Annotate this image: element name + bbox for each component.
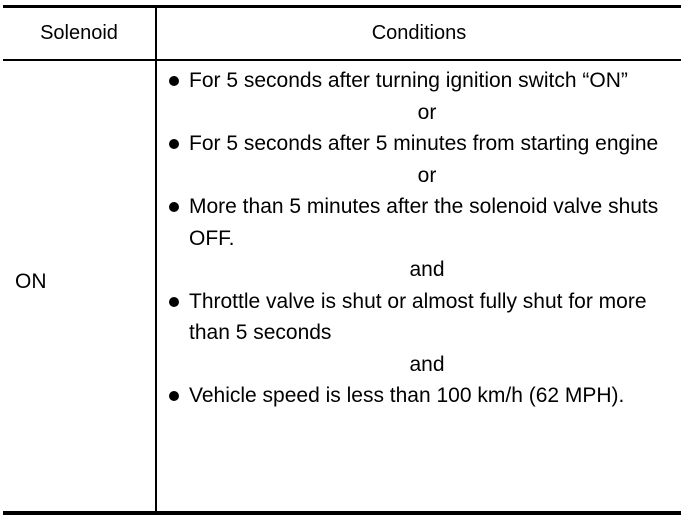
condition-joiner: and xyxy=(409,352,445,376)
header-conditions: Conditions xyxy=(371,22,467,44)
header-solenoid: Solenoid xyxy=(40,22,118,44)
condition-text: More than 5 minutes after the solenoid valve shuts OFF. xyxy=(189,195,659,250)
condition-text: Throttle valve is shut or almost fully shut for more than 5 seconds xyxy=(189,289,647,344)
table-bottom-rule xyxy=(3,511,681,515)
condition-item xyxy=(165,286,665,349)
condition-item xyxy=(165,191,665,254)
condition-item xyxy=(165,65,665,97)
bullet-icon xyxy=(169,76,179,86)
header-separator-rule xyxy=(3,59,681,61)
condition-joiner: and xyxy=(409,258,445,281)
conditions-cell xyxy=(165,65,665,412)
bullet-icon xyxy=(169,202,179,212)
condition-text: For 5 seconds after turning ignition switch “ON” xyxy=(189,69,628,92)
bullet-icon xyxy=(169,391,179,401)
condition-joiner: or xyxy=(417,163,437,187)
bullet-icon xyxy=(169,139,179,149)
condition-item xyxy=(165,380,665,412)
condition-joiner: or xyxy=(417,100,437,124)
bullet-icon xyxy=(169,297,179,307)
condition-item xyxy=(165,128,665,160)
condition-text: For 5 seconds after 5 minutes from starting engine xyxy=(189,132,659,155)
column-divider xyxy=(155,8,157,511)
solenoid-conditions-table xyxy=(3,5,681,515)
condition-text: Vehicle speed is less than 100 km/h (62 MPH). xyxy=(189,384,625,407)
solenoid-state-cell: ON xyxy=(15,270,47,293)
